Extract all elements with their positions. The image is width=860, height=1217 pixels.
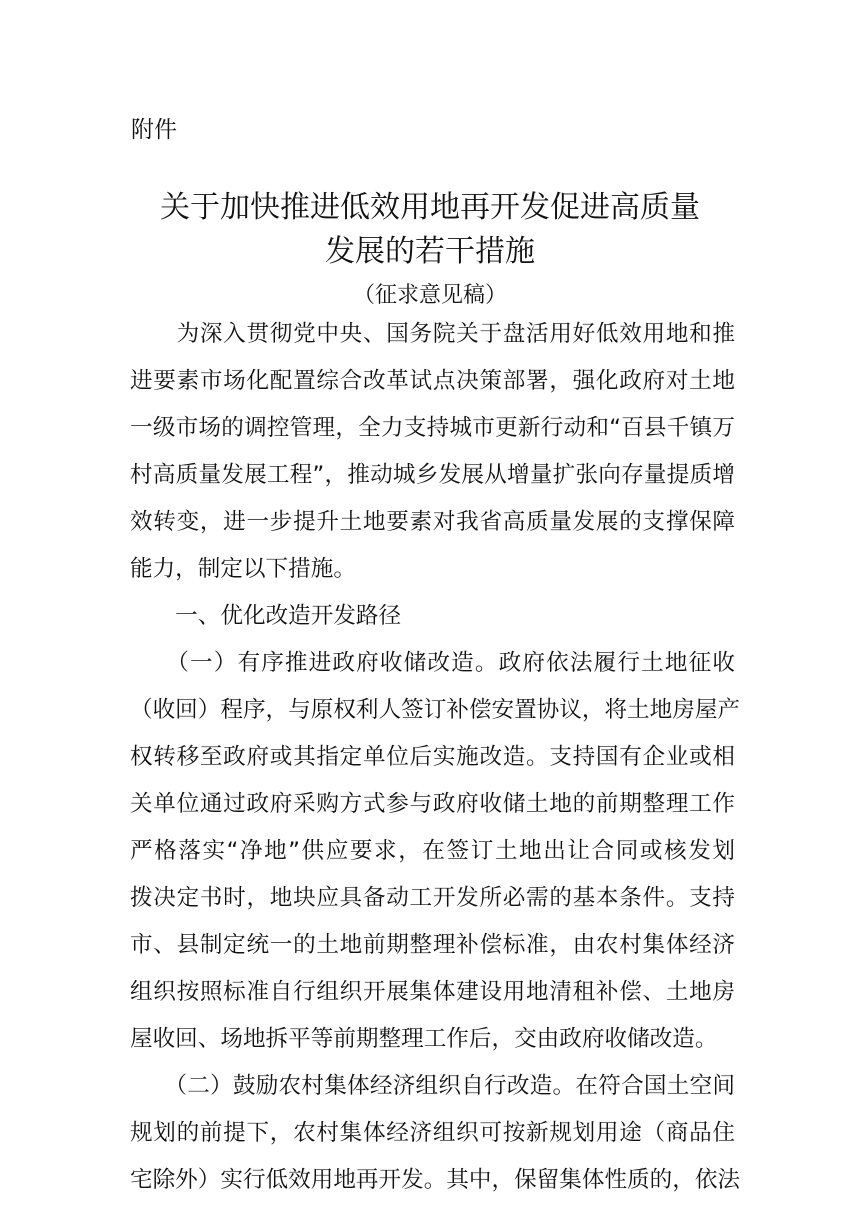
attachment-label: 附件	[131, 117, 177, 143]
document-title-line-1: 关于加快推进低效用地再开发促进高质量	[160, 190, 700, 225]
body-text-line: （二）鼓励农村集体经济组织自行改造。在符合国土空间	[130, 1073, 735, 1099]
body-text-line: 一级市场的调控管理，全力支持城市更新行动和“百县千镇万	[130, 415, 735, 441]
document-subtitle: （征求意见稿）	[352, 283, 507, 308]
body-text-line: （一）有序推进政府收储改造。政府依法履行土地征收	[130, 650, 735, 676]
body-text-line: （收回）程序，与原权利人签订补偿安置协议，将土地房屋产	[130, 697, 741, 723]
body-text-line: 权转移至政府或其指定单位后实施改造。支持国有企业或相	[130, 744, 735, 770]
body-text-line: 为深入贯彻党中央、国务院关于盘活用好低效用地和推	[130, 321, 735, 347]
body-text-line: 规划的前提下，农村集体经济组织可按新规划用途（商品住	[130, 1120, 735, 1146]
body-text-line: 组织按照标准自行组织开展集体建设用地清租补偿、土地房	[130, 979, 735, 1005]
body-text-line: 进要素市场化配置综合改革试点决策部署，强化政府对土地	[130, 368, 735, 394]
body-text-line: 效转变，进一步提升土地要素对我省高质量发展的支撑保障	[130, 509, 735, 535]
document-title-line-2: 发展的若干措施	[325, 234, 535, 269]
section-heading: 一、优化改造开发路径	[130, 603, 402, 629]
body-text-line: 能力，制定以下措施。	[130, 556, 356, 582]
body-text-line: 市、县制定统一的土地前期整理补偿标准，由农村集体经济	[130, 932, 735, 958]
body-text-line: 关单位通过政府采购方式参与政府收储土地的前期整理工作	[130, 791, 735, 817]
body-text-line: 宅除外）实行低效用地再开发。其中，保留集体性质的，依法	[130, 1167, 741, 1193]
body-text-line: 村高质量发展工程”，推动城乡发展从增量扩张向存量提质增	[130, 462, 735, 488]
body-text-line: 拨决定书时，地块应具备动工开发所必需的基本条件。支持	[130, 885, 735, 911]
body-text-line: 严格落实“净地”供应要求，在签订土地出让合同或核发划	[130, 838, 735, 864]
body-text-line: 屋收回、场地拆平等前期整理工作后，交由政府收储改造。	[130, 1026, 718, 1052]
